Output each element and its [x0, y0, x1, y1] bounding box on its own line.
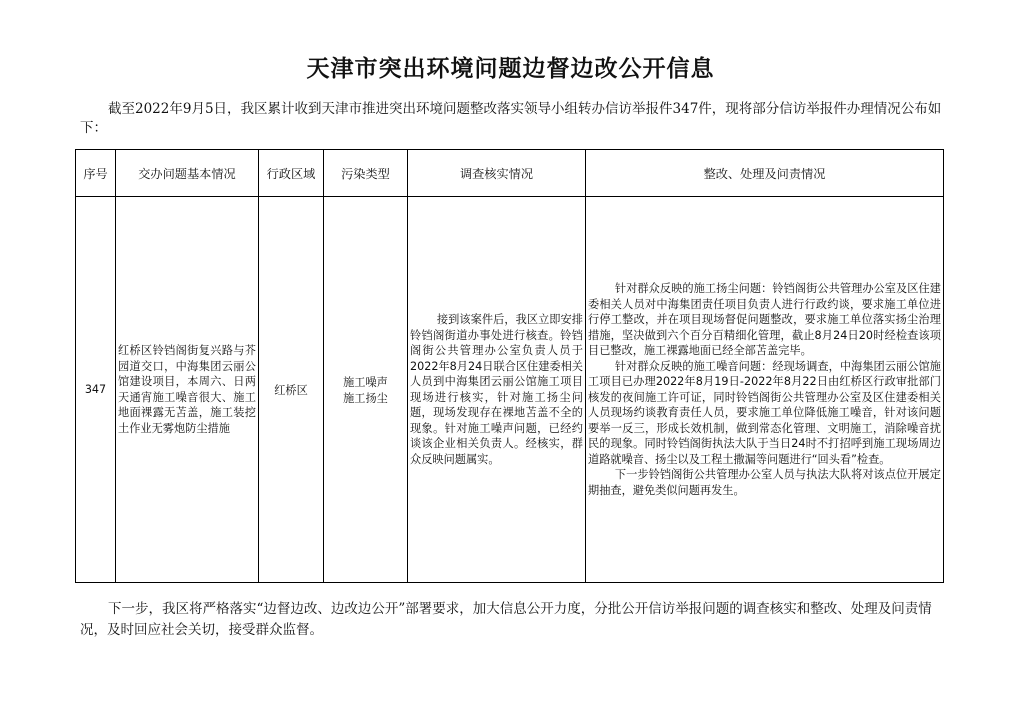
cell-pollution-type: [324, 197, 408, 583]
issue-text: 红桥区铃铛阁街复兴路与芥园道交口，中海集团云丽公馆建设项目，本周六、日两天通宵施工噪音很大、施工地面裸露无苫盖，施工装挖土作业无雾炮防尘措施: [118, 344, 256, 435]
pollution-type-noise: 施工噪声: [343, 375, 388, 389]
pollution-type-dust: 施工扬尘: [343, 391, 388, 405]
rectification-followup-paragraph: 下一步铃铛阁街公共管理办公室人员与执法大队将对该点位开展定期抽查，避免类似问题再发生。: [588, 468, 941, 497]
table-row: [76, 197, 944, 583]
investigation-text: 接到该案件后，我区立即安排铃铛阁街道办事处进行核查。铃铛阁街公共管理办公室负责人员于2022年8月24日联合区住建委相关人员到中海集团云丽公馆施工项目现场进行核实，针对施工扬尘问题，现场发现存在裸地苫盖不全的现象。针对施工噪声问题，已经约谈该企业相关负责人。经核实，群众反映问题属实。: [410, 313, 583, 466]
intro-paragraph: 截至2022年9月5日，我区累计收到天津市推进突出环境问题整改落实领导小组转办信访举报件347件，现将部分信访举报件办理情况公布如下：: [80, 101, 942, 136]
header-issue: 交办问题基本情况: [116, 150, 259, 197]
cell-district: 红桥区: [259, 197, 324, 583]
complaint-table: [75, 149, 944, 583]
rectification-dust-paragraph: 针对群众反映的施工扬尘问题：铃铛阁街公共管理办公室及区住建委相关人员对中海集团责任项目负责人进行行政约谈，要求施工单位进行停工整改，并在项目现场督促问题整改，要求施工单位落实扬尘治理措施，坚决做到六个百分百精细化管理，截止8月24日20时经检查该项目已整改，施工裸露地面已经全部苫盖完毕。: [588, 282, 941, 357]
document-title: 天津市突出环境问题边督边改公开信息: [306, 56, 715, 82]
cell-rectification: [586, 197, 944, 583]
header-rectification: 整改、处理及问责情况: [586, 150, 944, 197]
cell-issue: [116, 197, 259, 583]
closing-paragraph: 下一步，我区将严格落实“边督边改、边改边公开”部署要求，加大信息公开力度，分批公开信访举报问题的调查核实和整改、处理及问责情况，及时回应社会关切，接受群众监督。: [80, 601, 932, 638]
cell-investigation: [408, 197, 586, 583]
header-seq: 序号: [76, 150, 116, 197]
cell-seq: 347: [76, 197, 116, 583]
rectification-noise-paragraph: 针对群众反映的施工噪音问题：经现场调查，中海集团云丽公馆施工项目已办理2022年8月19日-2022年8月22日由红桥区行政审批部门核发的夜间施工许可证，同时铃铛阁街公共管理办公室及区住建委相关人员现场约谈教育责任人员，要求施工单位降低施工噪音，针对该问题要举一反三，形成长效机制，做到常态化管理、文明施工，消除噪音扰民的现象。同时铃铛阁街执法大队于当日24时不打招呼到施工现场周边道路就噪音、扬尘以及工程土撒漏等问题进行“回头看”检查。: [588, 359, 941, 466]
table-header-row: [76, 150, 944, 197]
header-investigation: 调查核实情况: [408, 150, 586, 197]
header-pollution-type: 污染类型: [324, 150, 408, 197]
header-district: 行政区域: [259, 150, 324, 197]
